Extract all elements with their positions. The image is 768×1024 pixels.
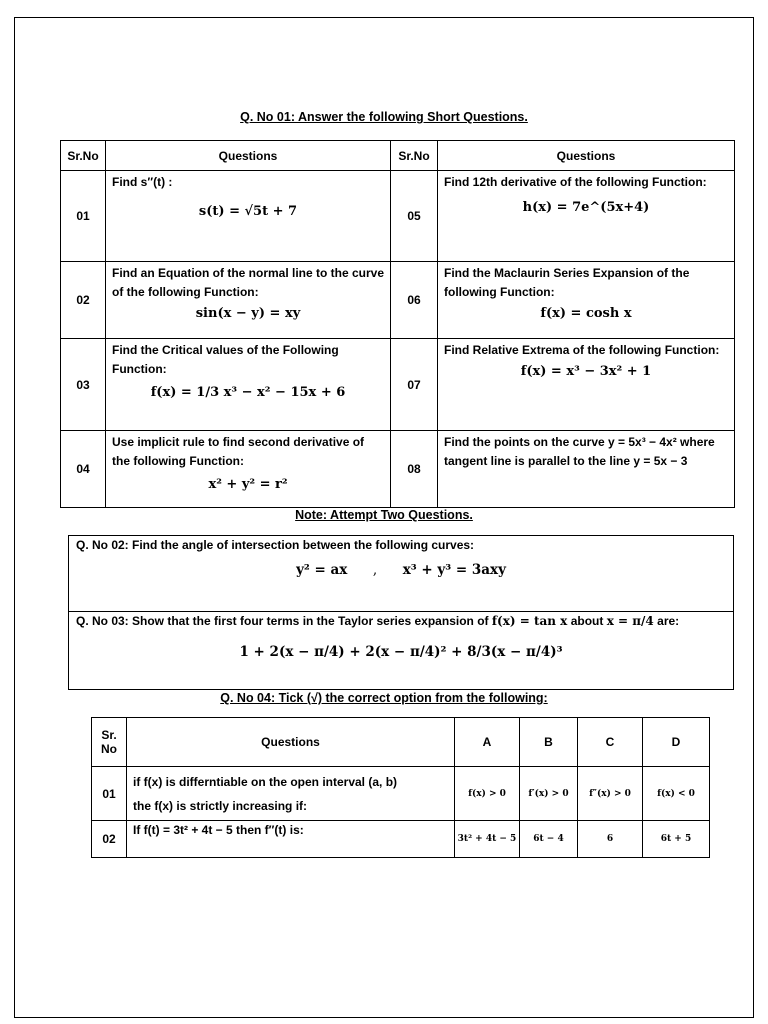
question-cell: [438, 262, 735, 339]
question-text: if f(x) is differntiable on the open interval (a, b): [133, 774, 398, 789]
option-c: 6: [578, 821, 643, 858]
question-cell: [127, 821, 455, 858]
q3-label-b: about: [570, 614, 604, 628]
col-header-d: D: [643, 718, 710, 767]
q2-label: Q. No 02: Find the angle of intersection between the following curves:: [76, 538, 475, 552]
question-text: Use implicit rule to find second derivative of the following Function:: [112, 435, 365, 468]
mcq-table: [91, 717, 710, 858]
option-d: 6t + 5: [643, 821, 710, 858]
table-row: [61, 339, 735, 431]
option-b: 6t − 4: [520, 821, 578, 858]
question-cell: [438, 171, 735, 262]
question-cell: [106, 339, 391, 431]
question-math: sin(x − y) = xy: [195, 306, 301, 321]
q2-separator: ,: [372, 562, 378, 578]
q3-function: f(x) = tan x: [491, 614, 568, 628]
row-number: 01: [61, 171, 106, 262]
col-header-questions: Questions: [106, 141, 391, 171]
question-cell: [106, 171, 391, 262]
question-text: Find 12th derivative of the following Function:: [444, 175, 707, 189]
table-row: [61, 431, 735, 508]
row-number: 03: [61, 339, 106, 431]
question-cell: [106, 262, 391, 339]
row-number: 06: [391, 262, 438, 339]
question-math: s(t) = √5t + 7: [198, 204, 298, 219]
col-header-srno: Sr.No: [61, 141, 106, 171]
table-row: [61, 262, 735, 339]
table-row: [61, 171, 735, 262]
question-math: f(x) = cosh x: [540, 306, 632, 321]
q3-point: x = π/4: [606, 614, 654, 628]
question-text: Find Relative Extrema of the following Function:: [444, 343, 720, 357]
q2-eq1: y² = ax: [296, 562, 348, 578]
question-text: Find the points on the curve y = 5x³ − 4x² where tangent line is parallel to the line y = 5x − 3: [444, 435, 715, 468]
short-questions-table: [60, 140, 735, 508]
option-c: f″(x) > 0: [578, 767, 643, 821]
col-header-a: A: [455, 718, 520, 767]
table-row: [92, 821, 710, 858]
table-header-row: [92, 718, 710, 767]
q3-label-a: Q. No 03: Show that the first four terms in the Taylor series expansion of: [76, 614, 489, 628]
col-header-c: C: [578, 718, 643, 767]
option-a: 3t² + 4t − 5: [455, 821, 520, 858]
question-math: h(x) = 7e^(5x+4): [522, 200, 650, 215]
question-cell: [438, 339, 735, 431]
question-math: f(x) = 1/3 x³ − x² − 15x + 6: [150, 385, 346, 400]
question-text: Find the Maclaurin Series Expansion of the following Function:: [444, 266, 690, 299]
row-number: 08: [391, 431, 438, 508]
row-number: 07: [391, 339, 438, 431]
q2-equations: [69, 562, 733, 578]
q3-label: [69, 612, 733, 630]
note-heading: Note: Attempt Two Questions.: [295, 508, 473, 522]
row-number: 05: [391, 171, 438, 262]
row-number: 04: [61, 431, 106, 508]
option-d: f(x) < 0: [643, 767, 710, 821]
question-math: x² + y² = r²: [208, 477, 288, 492]
col-header-srno: Sr. No: [92, 718, 127, 767]
q1-heading: Q. No 01: Answer the following Short Questions.: [240, 110, 528, 124]
table-header-row: [61, 141, 735, 171]
option-a: f(x) > 0: [455, 767, 520, 821]
col-header-questions: Questions: [127, 718, 455, 767]
question-math: f(x) = x³ − 3x² + 1: [520, 364, 652, 379]
question-cell: [106, 431, 391, 508]
row-number: 02: [92, 821, 127, 858]
q4-heading: Q. No 04: Tick (√) the correct option from the following:: [220, 691, 548, 705]
question-text: the f(x) is strictly increasing if:: [133, 798, 308, 813]
q3-label-c: are:: [657, 614, 680, 628]
q2-box: [68, 535, 734, 612]
question-text: If f(t) = 3t² + 4t − 5 then f″(t) is:: [133, 823, 304, 837]
q3-box: [68, 611, 734, 690]
question-text: Find s″(t) :: [112, 175, 173, 189]
row-number: 02: [61, 262, 106, 339]
q2-eq2: x³ + y³ = 3axy: [402, 562, 506, 578]
question-cell: [438, 431, 735, 508]
col-header-srno: Sr.No: [391, 141, 438, 171]
question-text: Find the Critical values of the Following Function:: [112, 343, 339, 376]
row-number: 01: [92, 767, 127, 821]
col-header-b: B: [520, 718, 578, 767]
q3-series: 1 + 2(x − π/4) + 2(x − π/4)² + 8/3(x − π/4)³: [239, 644, 563, 660]
col-header-questions: Questions: [438, 141, 735, 171]
question-cell: [127, 767, 455, 821]
option-b: f′(x) > 0: [520, 767, 578, 821]
table-row: [92, 767, 710, 821]
question-text: Find an Equation of the normal line to the curve of the following Function:: [112, 266, 385, 299]
